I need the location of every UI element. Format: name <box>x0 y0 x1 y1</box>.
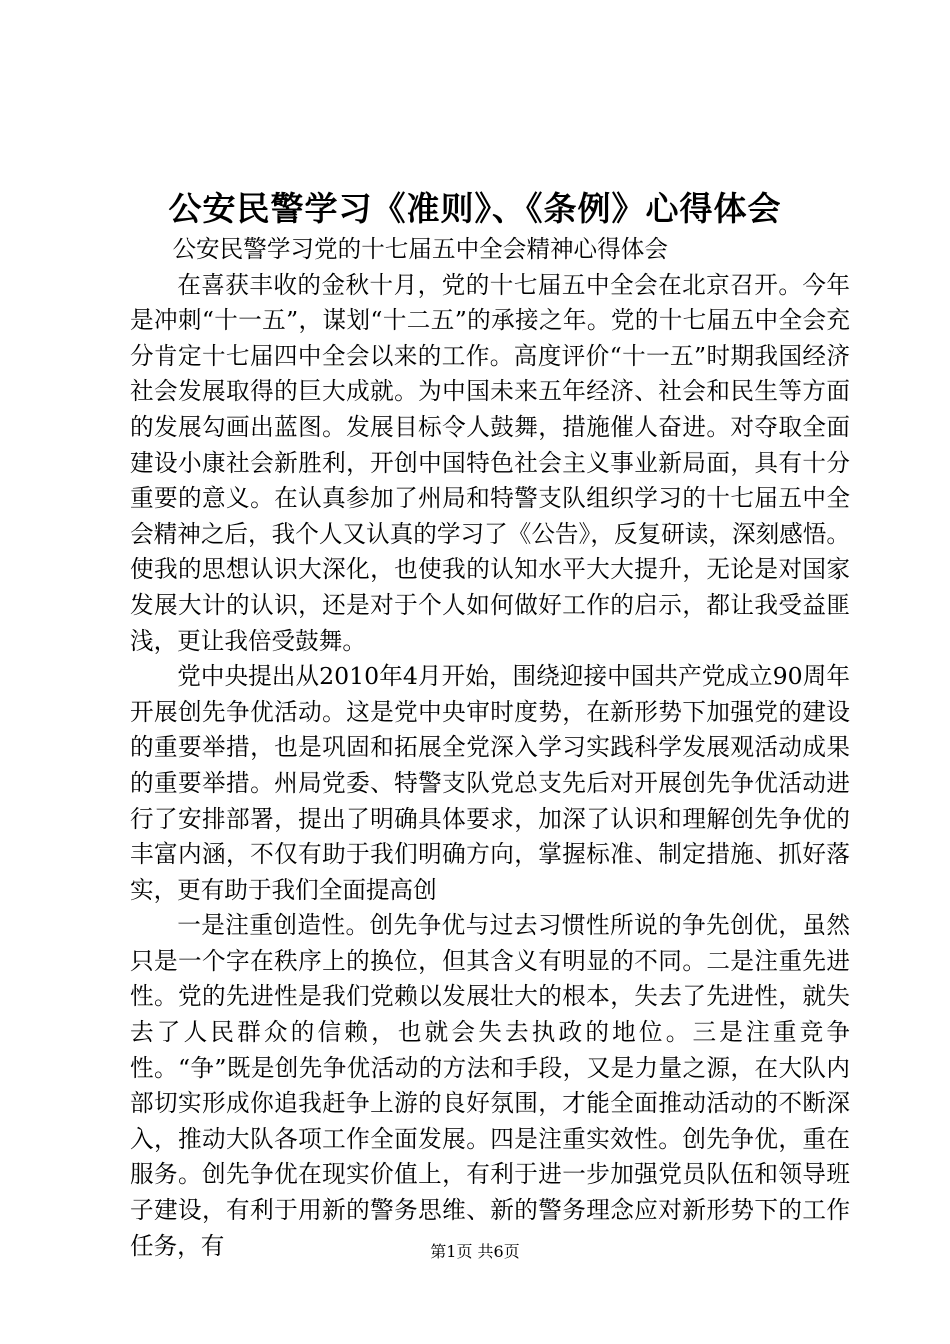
page-number: 第1页 共6页 <box>430 1242 520 1261</box>
paragraph: 党中央提出从2010年4月开始，围绕迎接中国共产党成立90周年开展创先争优活动。这是党中央审时度势，在新形势下加强党的建设的重要举措，也是巩固和拓展全党深入学习实践科学发展观活动成果的重要举措。州局党委、特警支队党总支先后对开展创先争优活动进行了安排部署，提出了明确具体要求，加深了认识和理解创先争优的丰富内涵，不仅有助于我们明确方向，掌握标准、制定措施、抓好落实，更有助于我们全面提高创 <box>130 662 850 904</box>
paragraph: 在喜获丰收的金秋十月，党的十七届五中全会在北京召开。今年是冲刺“十一五”，谋划“十二五”的承接之年。党的十七届五中全会充分肯定十七届四中全会以来的工作。高度评价“十一五”时期我国经济社会发展取得的巨大成就。为中国未来五年经济、社会和民生等方面的发展勾画出蓝图。发展目标令人鼓舞，措施催人奋进。对夺取全面建设小康社会新胜利，开创中国特色社会主义事业新局面，具有十分重要的意义。在认真参加了州局和特警支队组织学习的十七届五中全会精神之后，我个人又认真的学习了《公告》，反复研读，深刻感悟。使我的思想认识大深化，也使我的认知水平大大提升，无论是对国家发展大计的认识，还是对于个人如何做好工作的启示，都让我受益匪浅，更让我倍受鼓舞。 <box>130 270 850 655</box>
document-subtitle: 公安民警学习党的十七届五中全会精神心得体会 <box>172 235 668 263</box>
document-body <box>130 232 850 1264</box>
document-title: 公安民警学习《准则》、《条例》心得体会 <box>168 189 782 228</box>
paragraph: 一是注重创造性。创先争优与过去习惯性所说的争先创优，虽然只是一个字在秩序上的换位，但其含义有明显的不同。二是注重先进性。党的先进性是我们党赖以发展壮大的根本，失去了先进性，就失去了人民群众的信赖，也就会失去执政的地位。三是注重竞争性。“争”既是创先争优活动的方法和手段，又是力量之源，在大队内部切实形成你追我赶争上游的良好氛围，才能全面推动活动的不断深入，推动大队各项工作全面发展。四是注重实效性。创先争优，重在服务。创先争优在现实价值上，有利于进一步加强党员队伍和领导班子建设，有利于用新的警务思维、新的警务理念应对新形势下的工作任务，有 <box>130 911 850 1260</box>
